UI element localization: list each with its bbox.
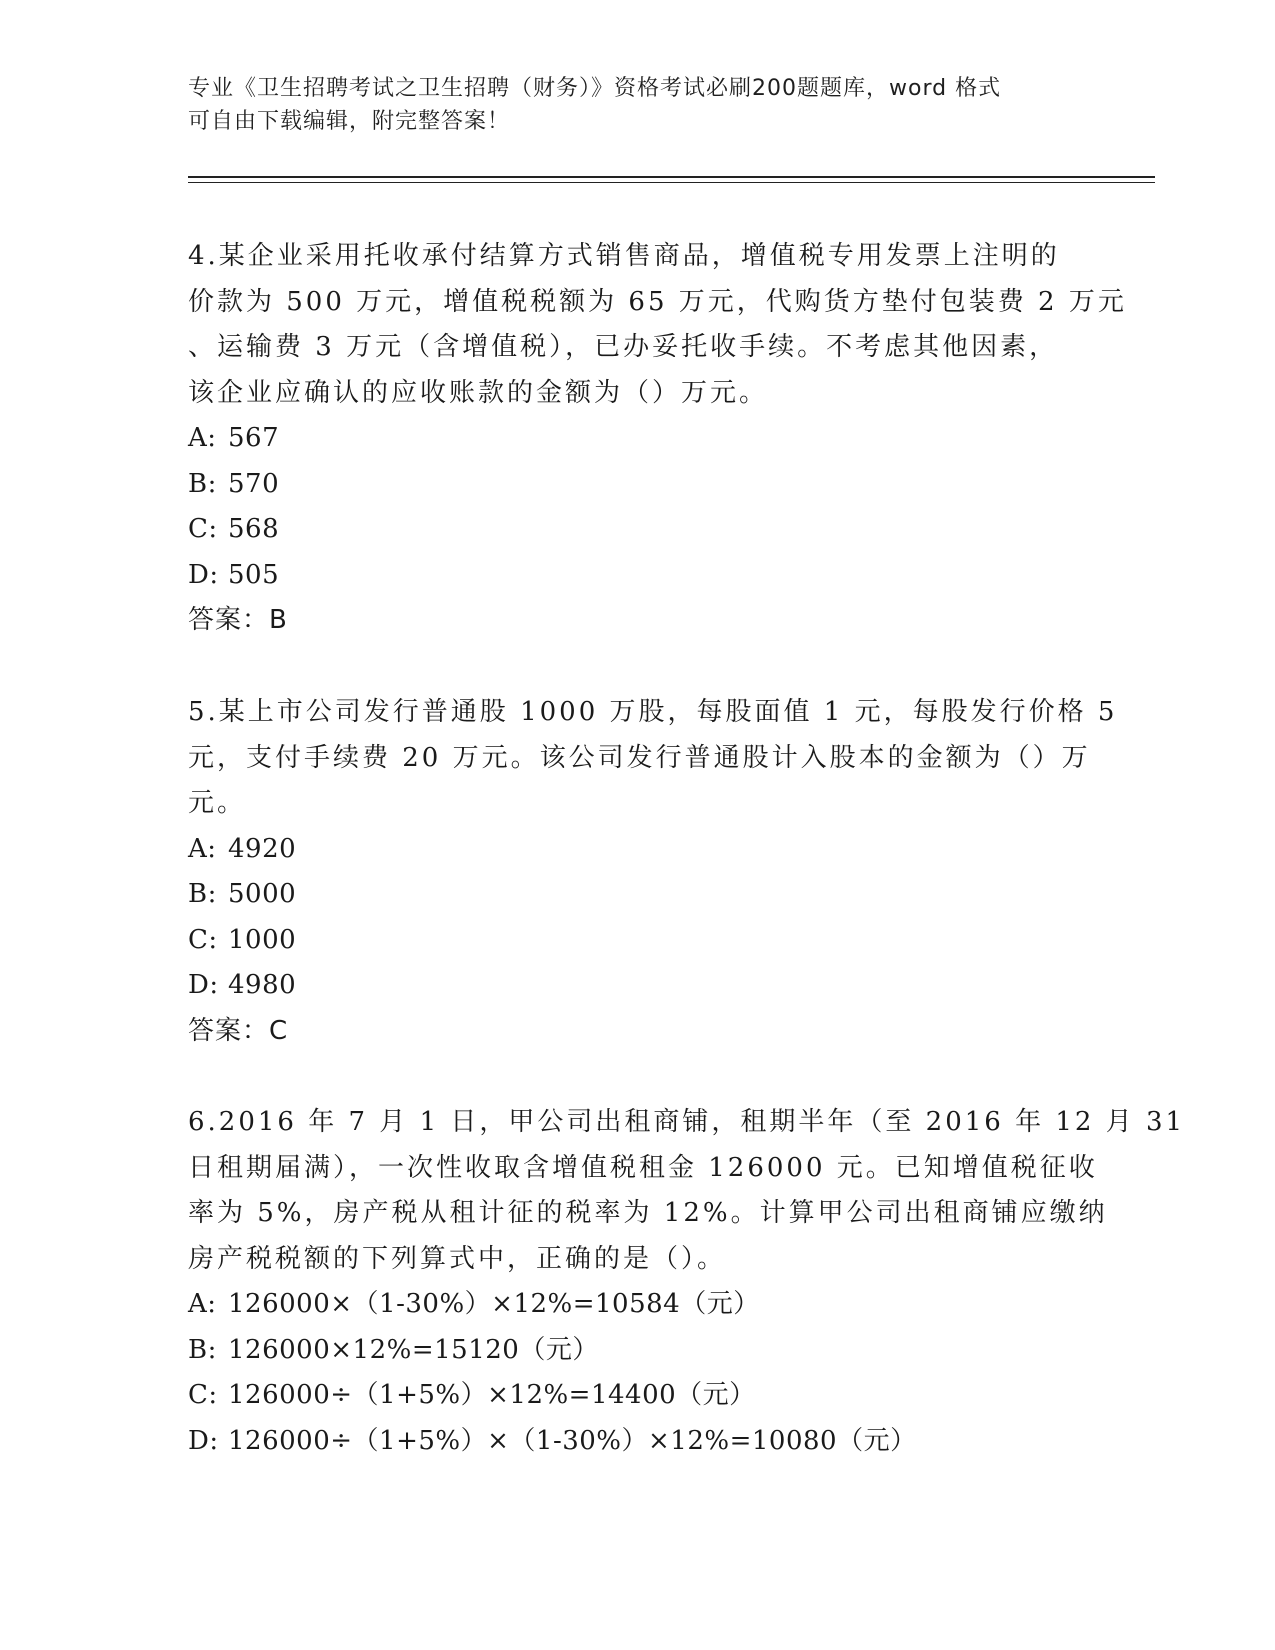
stem-line: 、运输费 3 万元（含增值税），已办妥托收手续。不考虑其他因素， bbox=[188, 332, 1059, 362]
option-a bbox=[188, 827, 1088, 873]
option-c bbox=[188, 918, 1088, 964]
option-text: 567 bbox=[228, 423, 280, 453]
option-d bbox=[188, 553, 1088, 599]
document-header bbox=[188, 72, 1088, 138]
option-text: 1000 bbox=[228, 924, 297, 955]
stem-line: 房产税税额的下列算式中，正确的是（）。 bbox=[188, 1243, 727, 1274]
option-text: 126000÷（1+5%）×12%=14400（元） bbox=[228, 1380, 756, 1410]
option-key: C: bbox=[188, 1380, 218, 1410]
option-text: 4920 bbox=[228, 833, 297, 864]
option-text: 5000 bbox=[228, 879, 297, 909]
stem-line: 5.某上市公司发行普通股 1000 万股，每股面值 1 元，每股发行价格 5 bbox=[188, 697, 1118, 727]
stem-line: 元。 bbox=[188, 788, 247, 818]
option-key: D: bbox=[188, 559, 219, 590]
option-key: A: bbox=[188, 423, 217, 453]
option-text: 568 bbox=[228, 514, 280, 544]
option-key: D: bbox=[188, 1425, 219, 1456]
question-5 bbox=[188, 690, 1118, 1054]
question-stem bbox=[188, 690, 1118, 827]
option-key: A: bbox=[188, 1289, 217, 1319]
option-text: 570 bbox=[228, 468, 280, 499]
option-key: B: bbox=[188, 879, 217, 909]
option-text: 126000×12%=15120（元） bbox=[228, 1334, 599, 1365]
option-b bbox=[188, 462, 1088, 508]
option-b bbox=[188, 1328, 1088, 1374]
option-key: D: bbox=[188, 970, 219, 1000]
option-text: 4980 bbox=[228, 970, 297, 1000]
question-stem bbox=[188, 234, 1127, 416]
stem-line: 率为 5%，房产税从租计征的税率为 12%。计算甲公司出租商铺应缴纳 bbox=[188, 1198, 1108, 1228]
stem-line: 该企业应确认的应收账款的金额为（）万元。 bbox=[188, 377, 769, 408]
stem-line: 6.2016 年 7 月 1 日，甲公司出租商铺，租期半年（至 2016 年 12 月 31 bbox=[188, 1107, 1186, 1137]
option-b bbox=[188, 872, 1088, 918]
header-line-1: 专业《卫生招聘考试之卫生招聘（财务）》资格考试必刷200题题库，word 格式 bbox=[188, 76, 1002, 101]
option-text: 505 bbox=[228, 559, 280, 590]
option-c bbox=[188, 1373, 1088, 1419]
question-stem bbox=[188, 1100, 1186, 1282]
header-line-2: 可自由下载编辑，附完整答案！ bbox=[188, 109, 511, 134]
option-key: B: bbox=[188, 1334, 217, 1365]
option-a bbox=[188, 416, 1088, 462]
option-key: B: bbox=[188, 468, 217, 499]
answer: 答案：B bbox=[188, 605, 288, 635]
question-4 bbox=[188, 234, 1127, 644]
option-d bbox=[188, 963, 1088, 1009]
header-divider-thick bbox=[188, 176, 1155, 178]
option-key: A: bbox=[188, 833, 217, 864]
option-text: 126000÷（1+5%）×（1-30%）×12%=10080（元） bbox=[228, 1425, 917, 1456]
answer: 答案：C bbox=[188, 1015, 289, 1046]
stem-line: 元，支付手续费 20 万元。该公司发行普通股计入股本的金额为（）万 bbox=[188, 742, 1091, 773]
option-text: 126000×（1-30%）×12%=10584（元） bbox=[228, 1289, 760, 1319]
option-key: C: bbox=[188, 924, 218, 955]
header-divider-thin bbox=[188, 182, 1155, 183]
stem-line: 价款为 500 万元，增值税税额为 65 万元，代购货方垫付包装费 2 万元 bbox=[188, 286, 1127, 317]
option-key: C: bbox=[188, 514, 218, 544]
option-c bbox=[188, 507, 1088, 553]
stem-line: 4.某企业采用托收承付结算方式销售商品，增值税专用发票上注明的 bbox=[188, 241, 1060, 271]
option-d bbox=[188, 1419, 1088, 1465]
stem-line: 日租期届满），一次性收取含增值税租金 126000 元。已知增值税征收 bbox=[188, 1152, 1098, 1183]
question-6 bbox=[188, 1100, 1186, 1464]
option-a bbox=[188, 1282, 1088, 1328]
